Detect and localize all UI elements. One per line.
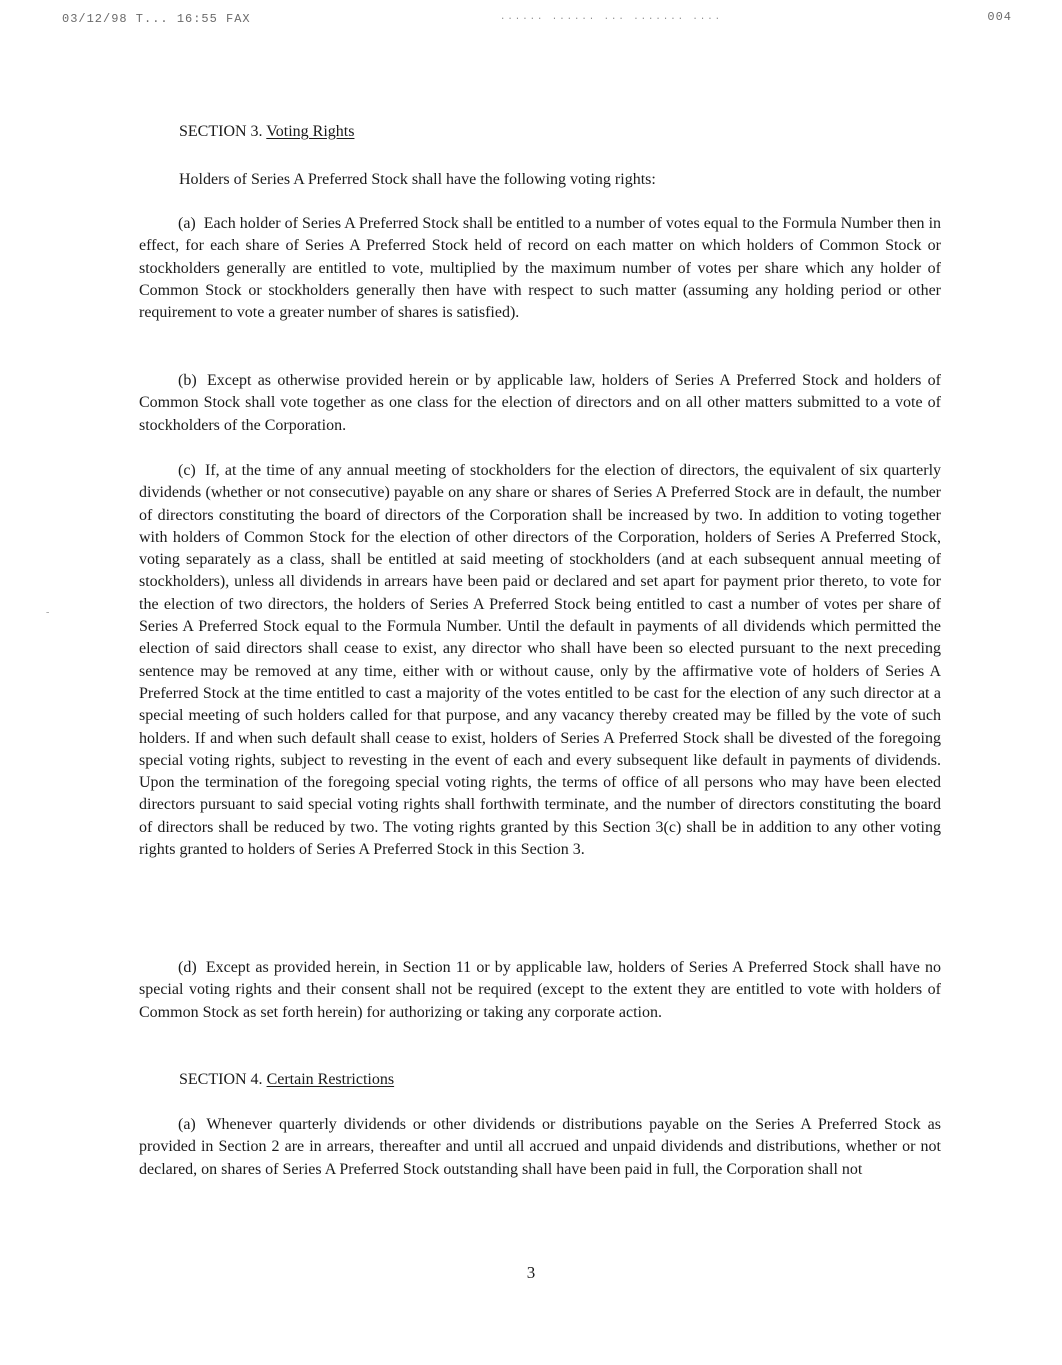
section-4-heading: [179, 1069, 394, 1091]
fax-header-sender: ...... ...... ... ....... ....: [500, 12, 723, 22]
section-3-intro: Holders of Series A Preferred Stock shall have the following voting rights:: [179, 171, 656, 188]
paragraph-label: (a): [178, 215, 196, 232]
paragraph-text: If, at the time of any annual meeting of stockholders for the election of directors, the equivalent of six quarterly dividends (whether or not consecutive) payable on any share or shares of Series A Preferred Stock are in default, the number of directors constituting the board of directors of the Corporation shall be increased by two. In addition to voting together with holders of Common Stock for the election of other directors of the Corporation, holders of Series A Preferred Stock, voting separately as a class, shall be entitled at said meeting of stockholders (and at each subsequent annual meeting of stockholders), unless all dividends in arrears have been paid or declared and set apart for payment prior thereto, to vote for the election of two directors, the holders of Series A Preferred Stock being entitled to cast a number of votes per share of Series A Preferred Stock equal to the Formula Number. Until the default in payments of all dividends which permitted the election of said directors shall cease to exist, any director who shall have been so elected pursuant to the next preceding sentence may be removed at any time, either with or without cause, only by the affirmative vote of holders of Series A Preferred Stock at the time entitled to cast a majority of the votes entitled to be cast for the election of any such director at a special meeting of such holders called for that purpose, and any vacancy thereby created may be filled by the vote of such holders. If and when such default shall cease to exist, holders of Series A Preferred Stock shall be divested of the foregoing special voting rights, subject to revesting in the event of each and every subsequent like default in payments of dividends. Upon the termination of the foregoing special voting rights, the terms of office of all persons who may have been elected directors pursuant to said special voting rights shall forthwith terminate, and the number of directors constituting the board of directors shall be reduced by two. The voting rights granted by this Section 3(c) shall be in addition to any other voting rights granted to holders of Series A Preferred Stock in this Section 3.: [139, 462, 942, 859]
section-4-paragraph-a: [139, 1114, 941, 1181]
page-number: 3: [526, 1263, 536, 1282]
section-4-number: SECTION 4.: [179, 1071, 263, 1088]
section-3-paragraph-c: [139, 460, 941, 861]
section-3-heading: [179, 121, 354, 143]
fax-header-page-count: 004: [979, 10, 1012, 24]
section-3-paragraph-b: [139, 370, 941, 437]
section-3-paragraph-d: [139, 957, 941, 1024]
section-3-title: Voting Rights: [266, 123, 355, 140]
section-4-title: Certain Restrictions: [266, 1071, 395, 1088]
paragraph-text: Each holder of Series A Preferred Stock shall be entitled to a number of votes equal to the Formula Number then in effect, for each share of Series A Preferred Stock held of record on each matter on which holders of Common Stock or stockholders generally are entitled to vote, multiplied by the maximum number of votes per share which any holder of Common Stock or stockholders generally then have with respect to such matter (assuming any holding period or other requirement to vote a greater number of shares is satisfied).: [139, 215, 942, 322]
paragraph-text: Except as otherwise provided herein or by applicable law, holders of Series A Preferred Stock and holders of Common Stock shall vote together as one class for the election of directors and on all other matters submitted to a vote of stockholders of the Corporation.: [139, 372, 942, 434]
paragraph-label: (b): [178, 372, 197, 389]
section-3-paragraph-a: [139, 213, 941, 324]
paragraph-text: Except as provided herein, in Section 11 or by applicable law, holders of Series A Preferred Stock shall have no special voting rights and their consent shall not be required (except to the extent they are entitled to vote with holders of Common Stock as set forth herein) for authorizing or taking any corporate action.: [139, 959, 942, 1021]
paragraph-label: (d): [178, 959, 197, 976]
paragraph-label: (a): [178, 1116, 196, 1133]
margin-scan-mark: -: [46, 607, 50, 618]
paragraph-label: (c): [178, 462, 196, 479]
fax-transmission-header: [0, 8, 1062, 30]
section-3-number: SECTION 3.: [179, 123, 263, 140]
fax-header-date-time: 03/12/98 T... 16:55 FAX: [62, 12, 251, 26]
paragraph-text: Whenever quarterly dividends or other dividends or distributions payable on the Series A Preferred Stock as provided in Section 2 are in arrears, thereafter and until all accrued and unpaid dividends and distributions, whether or not declared, on shares of Series A Preferred Stock outstanding shall have been paid in full, the Corporation shall not: [139, 1116, 941, 1178]
